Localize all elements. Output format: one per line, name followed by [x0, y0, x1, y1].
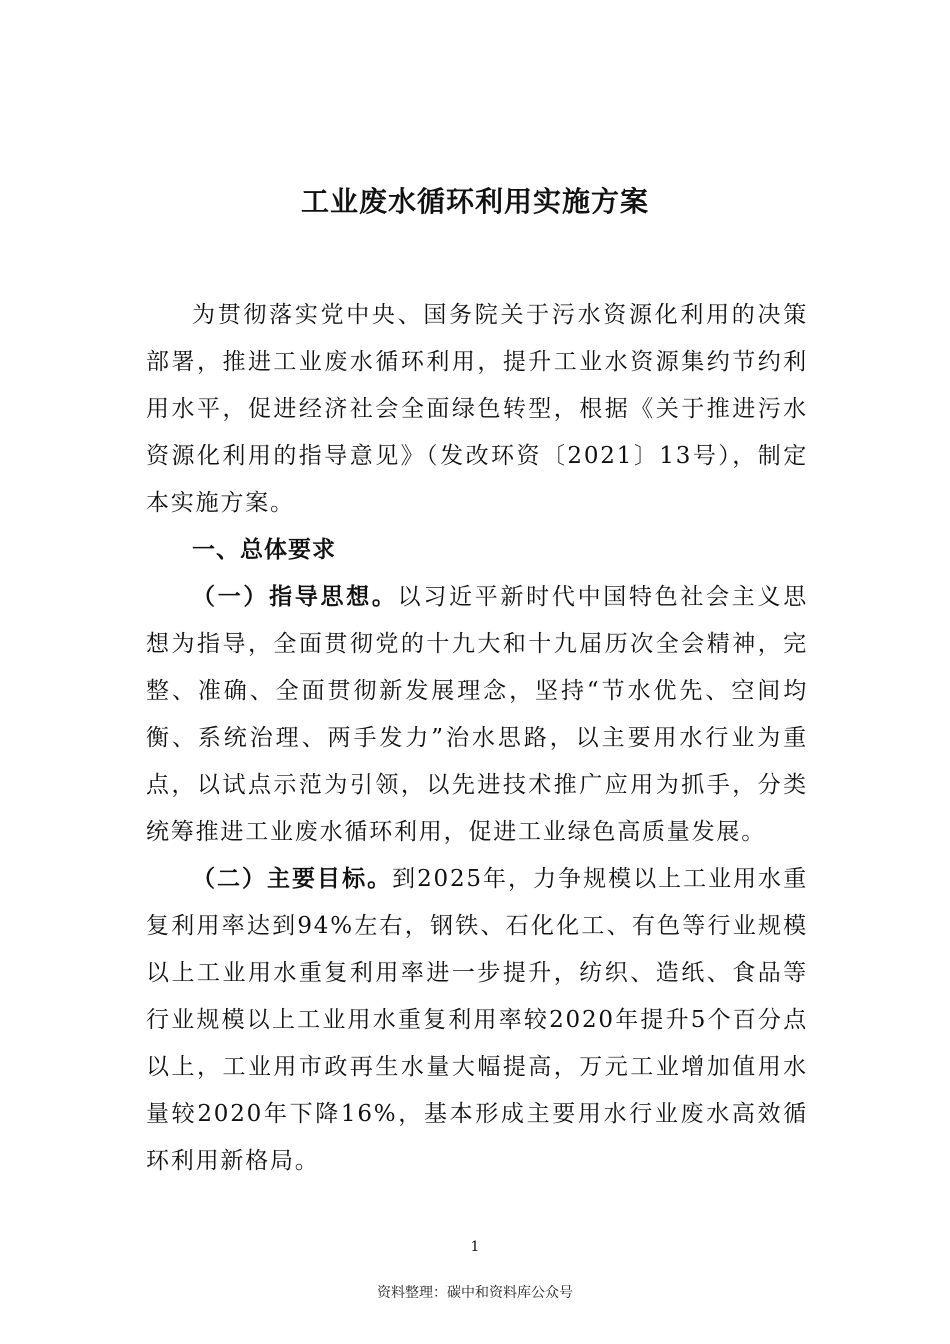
guiding-ideology-lead: （一）指导思想。 — [192, 584, 398, 610]
section-heading-overall-requirements: 一、总体要求 — [192, 537, 336, 563]
main-goals-paragraph — [146, 856, 808, 1185]
main-goals-lead: （二）主要目标。 — [192, 866, 393, 892]
document-body — [146, 292, 808, 1185]
guiding-ideology-text: 以习近平新时代中国特色社会主义思想为指导，全面贯彻党的十九大和十九届历次全会精神，完整、准确、全面贯彻新发展理念，坚持“节水优先、空间均衡、系统治理、两手发力”治水思路，以主要用水行业为重点，以试点示范为引领，以先进技术推广应用为抓手，分类统筹推进工业废水循环利用，促进工业绿色高质量发展。 — [146, 584, 808, 845]
guiding-ideology-paragraph — [146, 574, 808, 856]
intro-paragraph: 为贯彻落实党中央、国务院关于污水资源化利用的决策部署，推进工业废水循环利用，提升工业水资源集约节约利用水平，促进经济社会全面绿色转型，根据《关于推进污水资源化利用的指导意见》（发改环资〔2021〕13号），制定本实施方案。 — [146, 302, 808, 516]
page-number: 1 — [470, 1239, 480, 1255]
document-title: 工业废水循环利用实施方案 — [300, 185, 649, 218]
footer-source: 资料整理：碳中和资料库公众号 — [377, 1285, 573, 1301]
main-goals-text: 到2025年，力争规模以上工业用水重复利用率达到94%左右，钢铁、石化化工、有色等行业规模以上工业用水重复利用率进一步提升，纺织、造纸、食品等行业规模以上工业用水重复利用率较2020年提升5个百分点以上，工业用市政再生水量大幅提高，万元工业增加值用水量较2020年下降16%，基本形成主要用水行业废水高效循环利用新格局。 — [146, 866, 808, 1174]
